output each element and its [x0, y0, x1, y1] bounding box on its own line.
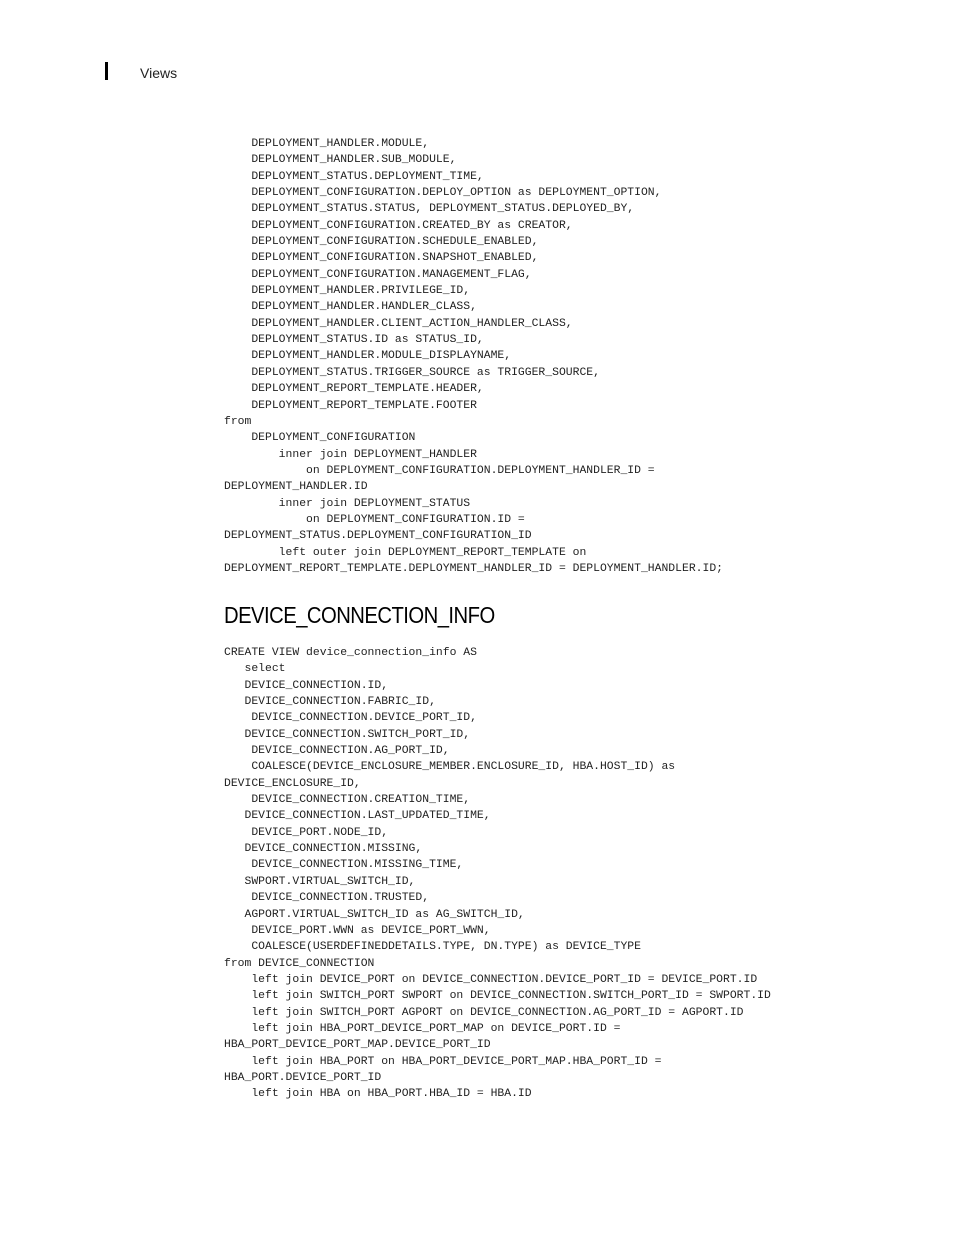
change-bar: [105, 62, 108, 80]
code-line: on DEPLOYMENT_CONFIGURATION.DEPLOYMENT_HANDLER_ID =: [224, 464, 655, 477]
code-line: DEPLOYMENT_CONFIGURATION.SNAPSHOT_ENABLED,: [224, 252, 539, 265]
code-line: DEVICE_CONNECTION.SWITCH_PORT_ID,: [224, 728, 471, 741]
code-line: COALESCE(DEVICE_ENCLOSURE_MEMBER.ENCLOSURE_ID, HBA.HOST_ID) as: [224, 761, 676, 774]
code-line: DEVICE_CONNECTION.ID,: [224, 679, 389, 692]
code-line: DEPLOYMENT_HANDLER.SUB_MODULE,: [224, 154, 457, 167]
code-line: inner join DEPLOYMENT_HANDLER: [224, 448, 477, 461]
code-line: DEVICE_CONNECTION.DEVICE_PORT_ID,: [224, 712, 477, 725]
code-line: DEPLOYMENT_CONFIGURATION.CREATED_BY as CREATOR,: [224, 219, 573, 232]
code-line: DEPLOYMENT_STATUS.DEPLOYMENT_TIME,: [224, 170, 484, 183]
code-block-device-connection-info: [224, 645, 771, 1103]
code-line: DEPLOYMENT_CONFIGURATION.MANAGEMENT_FLAG,: [224, 268, 532, 281]
code-line: COALESCE(USERDEFINEDDETAILS.TYPE, DN.TYPE) as DEVICE_TYPE: [224, 941, 641, 954]
code-line: DEPLOYMENT_HANDLER.MODULE_DISPLAYNAME,: [224, 350, 512, 363]
code-line: DEPLOYMENT_HANDLER.ID: [224, 481, 368, 494]
code-line: DEPLOYMENT_HANDLER.CLIENT_ACTION_HANDLER_CLASS,: [224, 317, 573, 330]
code-line: DEPLOYMENT_REPORT_TEMPLATE.FOOTER: [224, 399, 477, 412]
code-line: DEPLOYMENT_HANDLER.MODULE,: [224, 138, 430, 150]
code-line: DEPLOYMENT_CONFIGURATION: [224, 432, 416, 445]
code-line: on DEPLOYMENT_CONFIGURATION.ID =: [224, 513, 525, 526]
code-line: from DEVICE_CONNECTION: [224, 957, 375, 970]
code-line: left join DEVICE_PORT on DEVICE_CONNECTION.DEVICE_PORT_ID = DEVICE_PORT.ID: [224, 973, 758, 986]
code-line: DEVICE_CONNECTION.AG_PORT_ID,: [224, 745, 450, 758]
code-line: from: [224, 415, 252, 428]
code-line: DEPLOYMENT_STATUS.ID as STATUS_ID,: [224, 334, 484, 347]
code-line: DEVICE_CONNECTION.MISSING_TIME,: [224, 859, 464, 872]
code-line: DEVICE_CONNECTION.CREATION_TIME,: [224, 794, 471, 807]
code-line: DEVICE_CONNECTION.TRUSTED,: [224, 892, 430, 905]
code-line: AGPORT.VIRTUAL_SWITCH_ID as AG_SWITCH_ID,: [224, 908, 525, 921]
code-line: HBA_PORT.DEVICE_PORT_ID: [224, 1071, 382, 1084]
code-line: DEVICE_CONNECTION.LAST_UPDATED_TIME,: [224, 810, 491, 823]
code-line: SWPORT.VIRTUAL_SWITCH_ID,: [224, 875, 416, 888]
code-line: left join HBA on HBA_PORT.HBA_ID = HBA.ID: [224, 1088, 532, 1101]
code-line: DEPLOYMENT_HANDLER.PRIVILEGE_ID,: [224, 285, 471, 298]
section-heading: DEVICE_CONNECTION_INFO: [224, 602, 495, 628]
code-line: DEPLOYMENT_CONFIGURATION.DEPLOY_OPTION as DEPLOYMENT_OPTION,: [224, 187, 662, 200]
code-line: DEPLOYMENT_STATUS.DEPLOYMENT_CONFIGURATION_ID: [224, 530, 532, 543]
code-line: DEVICE_PORT.WWN as DEVICE_PORT_WWN,: [224, 924, 491, 937]
code-line: left outer join DEPLOYMENT_REPORT_TEMPLATE on: [224, 546, 587, 559]
running-head: Views: [140, 65, 178, 81]
code-line: DEVICE_ENCLOSURE_ID,: [224, 777, 361, 790]
code-line: DEPLOYMENT_STATUS.TRIGGER_SOURCE as TRIGGER_SOURCE,: [224, 366, 600, 379]
code-line: inner join DEPLOYMENT_STATUS: [224, 497, 471, 510]
code-line: left join HBA_PORT_DEVICE_PORT_MAP on DEVICE_PORT.ID =: [224, 1022, 621, 1035]
code-line: DEPLOYMENT_REPORT_TEMPLATE.DEPLOYMENT_HANDLER_ID = DEPLOYMENT_HANDLER.ID;: [224, 562, 723, 575]
code-line: select: [224, 663, 286, 676]
code-block-deployment-view: [224, 136, 723, 577]
code-line: DEPLOYMENT_STATUS.STATUS, DEPLOYMENT_STATUS.DEPLOYED_BY,: [224, 203, 635, 216]
code-line: left join SWITCH_PORT AGPORT on DEVICE_CONNECTION.AG_PORT_ID = AGPORT.ID: [224, 1006, 744, 1019]
code-line: DEPLOYMENT_HANDLER.HANDLER_CLASS,: [224, 301, 477, 314]
code-line: DEPLOYMENT_CONFIGURATION.SCHEDULE_ENABLED,: [224, 236, 539, 249]
code-line: HBA_PORT_DEVICE_PORT_MAP.DEVICE_PORT_ID: [224, 1039, 491, 1052]
code-line: DEPLOYMENT_REPORT_TEMPLATE.HEADER,: [224, 383, 484, 396]
code-line: CREATE VIEW device_connection_info AS: [224, 647, 477, 659]
code-line: DEVICE_CONNECTION.MISSING,: [224, 843, 423, 856]
code-line: left join HBA_PORT on HBA_PORT_DEVICE_PORT_MAP.HBA_PORT_ID =: [224, 1055, 662, 1068]
code-line: left join SWITCH_PORT SWPORT on DEVICE_CONNECTION.SWITCH_PORT_ID = SWPORT.ID: [224, 990, 771, 1003]
code-line: DEVICE_CONNECTION.FABRIC_ID,: [224, 696, 436, 709]
code-line: DEVICE_PORT.NODE_ID,: [224, 826, 389, 839]
